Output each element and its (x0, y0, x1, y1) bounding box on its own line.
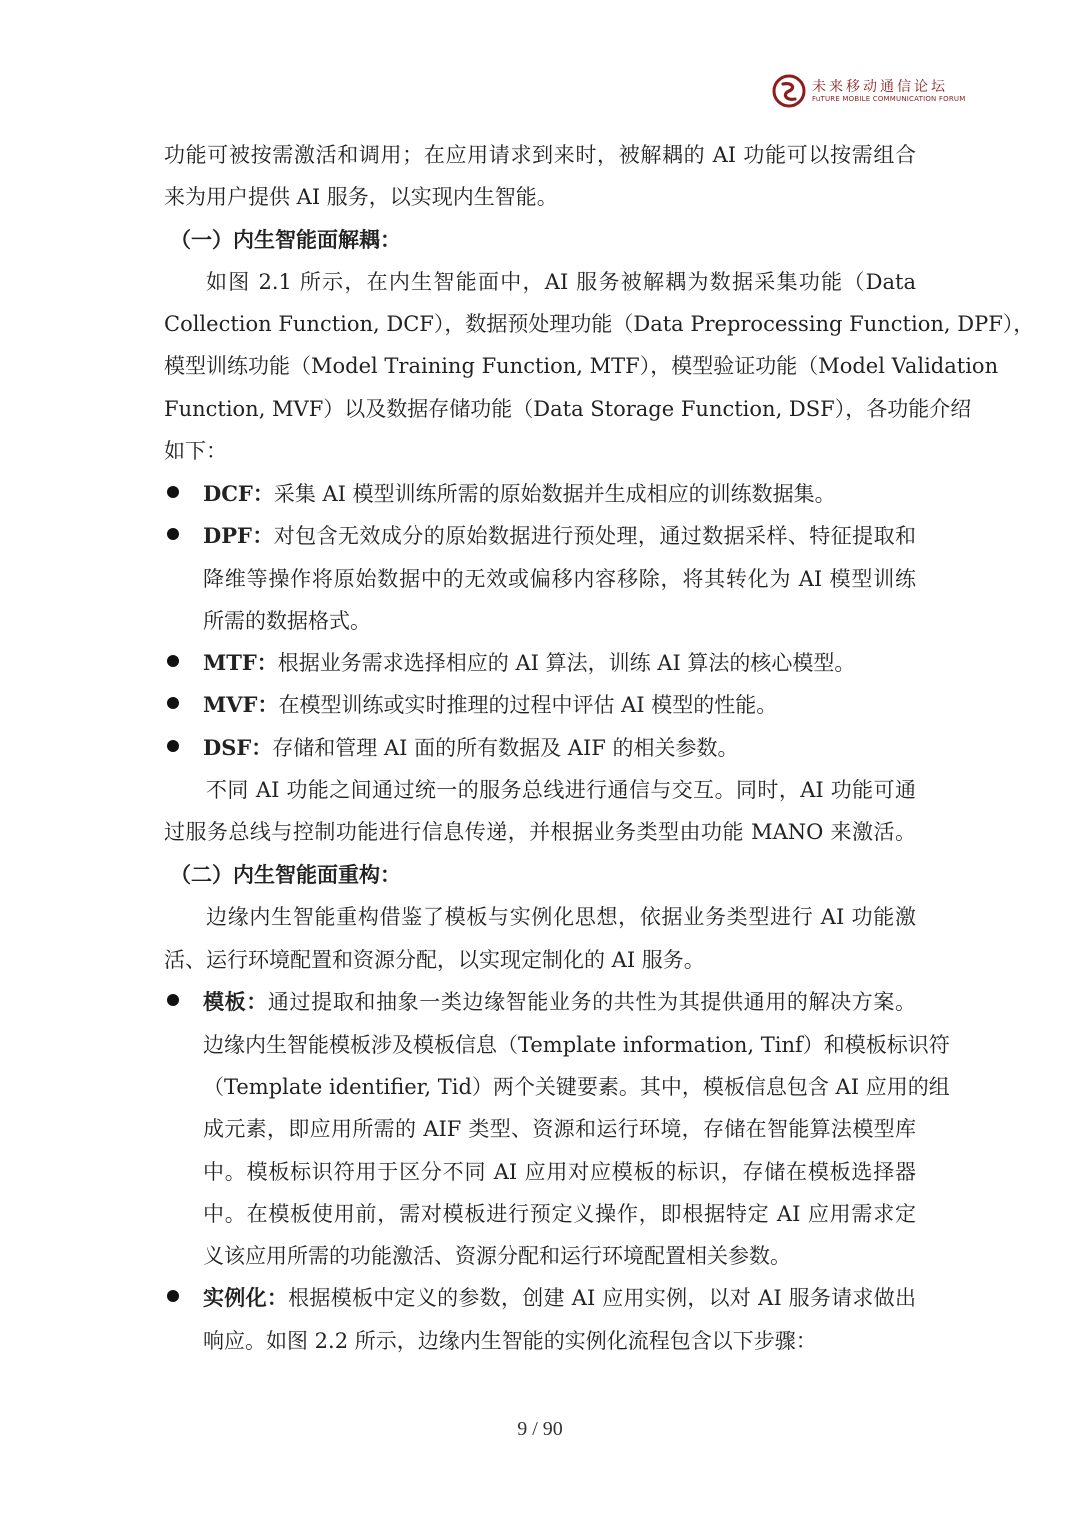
list-item-text: 成元素，即应用所需的 AIF 类型、资源和运行环境，存储在智能算法模型库 (203, 1117, 916, 1141)
term-template: 模板： (203, 989, 268, 1014)
list-item-mtf (203, 647, 855, 677)
list-item-dpf (203, 520, 916, 550)
paragraph-line: 活、运行环境配置和资源分配，以实现定制化的 AI 服务。 (164, 948, 705, 972)
bullet-icon (167, 994, 179, 1006)
list-item-text: 中。在模板使用前，需对模板进行预定义操作，即根据特定 AI 应用需求定 (203, 1202, 916, 1226)
page-number: 9 / 90 (517, 1418, 563, 1440)
list-item-text: 响应。如图 2.2 所示，边缘内生智能的实例化流程包含以下步骤： (203, 1329, 817, 1353)
logo-subtitle: FuTURE MOBILE COMMUNICATION FORUM (812, 95, 966, 103)
list-item-text: 边缘内生智能模板涉及模板信息（Template information, Tinf）和模板标识符 (203, 1033, 950, 1057)
list-item-dcf (203, 478, 836, 508)
list-item-text: 存储和管理 AI 面的所有数据及 AIF 的相关参数。 (272, 736, 739, 760)
list-item-text: 在模型训练或实时推理的过程中评估 AI 模型的性能。 (278, 693, 778, 717)
intro-line-1: 功能可被按需激活和调用；在应用请求到来时，被解耦的 AI 功能可以按需组合 (164, 143, 916, 167)
paragraph-line: 如图 2.1 所示，在内生智能面中，AI 服务被解耦为数据采集功能（Data (206, 270, 916, 294)
list-item-text: 根据模板中定义的参数，创建 AI 应用实例，以对 AI 服务请求做出 (288, 1286, 916, 1310)
term-mtf: MTF： (203, 650, 278, 675)
bullet-icon (167, 486, 179, 498)
intro-line-2: 来为用户提供 AI 服务，以实现内生智能。 (164, 185, 558, 209)
paragraph-line: 模型训练功能（Model Training Function, MTF），模型验证功能（Model Validation (164, 354, 999, 378)
paragraph-line: 过服务总线与控制功能进行信息传递，并根据业务类型由功能 MANO 来激活。 (164, 820, 916, 844)
bullet-icon (167, 528, 179, 540)
paragraph-line: Function, MVF）以及数据存储功能（Data Storage Function, DSF），各功能介绍 (164, 397, 972, 421)
term-dpf: DPF： (203, 523, 274, 548)
section-heading-decoupling: （一）内生智能面解耦： (170, 227, 401, 252)
list-item-text: 根据业务需求选择相应的 AI 算法，训练 AI 算法的核心模型。 (277, 651, 856, 675)
list-item-text: 采集 AI 模型训练所需的原始数据并生成相应的训练数据集。 (273, 482, 836, 506)
bullet-icon (167, 740, 179, 752)
list-item-text: 中。模板标识符用于区分不同 AI 应用对应模板的标识，存储在模板选择器 (203, 1160, 916, 1184)
list-item-text: 对包含无效成分的原始数据进行预处理，通过数据采样、特征提取和 (273, 524, 916, 548)
forum-logo (772, 74, 966, 108)
forum-logo-icon (772, 74, 806, 108)
bullet-icon (167, 697, 179, 709)
paragraph-line: 如下： (164, 439, 227, 463)
paragraph-line: 边缘内生智能重构借鉴了模板与实例化思想，依据业务类型进行 AI 功能激 (206, 905, 916, 929)
paragraph-line: Collection Function, DCF），数据预处理功能（Data Preprocessing Function, DPF）， (164, 312, 1035, 336)
bullet-icon (167, 1290, 179, 1302)
list-item-instantiation (203, 1282, 916, 1312)
term-dcf: DCF： (203, 481, 274, 506)
term-mvf: MVF： (203, 692, 279, 717)
section-heading-reconstruction: （二）内生智能面重构： (170, 862, 401, 887)
list-item-dsf (203, 732, 739, 762)
list-item-text: 所需的数据格式。 (203, 609, 371, 633)
list-item-text: 义该应用所需的功能激活、资源分配和运行环境配置相关参数。 (203, 1244, 791, 1268)
list-item-text: （Template identifier, Tid）两个关键要素。其中，模板信息包含 AI 应用的组 (203, 1075, 950, 1099)
term-dsf: DSF： (203, 735, 273, 760)
list-item-template (203, 986, 916, 1016)
paragraph-line: 不同 AI 功能之间通过统一的服务总线进行通信与交互。同时，AI 功能可通 (206, 778, 916, 802)
list-item-mvf (203, 689, 777, 719)
list-item-text: 通过提取和抽象一类边缘智能业务的共性为其提供通用的解决方案。 (267, 990, 916, 1014)
list-item-text: 降维等操作将原始数据中的无效或偏移内容移除，将其转化为 AI 模型训练 (203, 567, 916, 591)
term-instantiation: 实例化： (203, 1285, 289, 1310)
logo-title: 未来移动通信论坛 (812, 79, 948, 95)
bullet-icon (167, 655, 179, 667)
